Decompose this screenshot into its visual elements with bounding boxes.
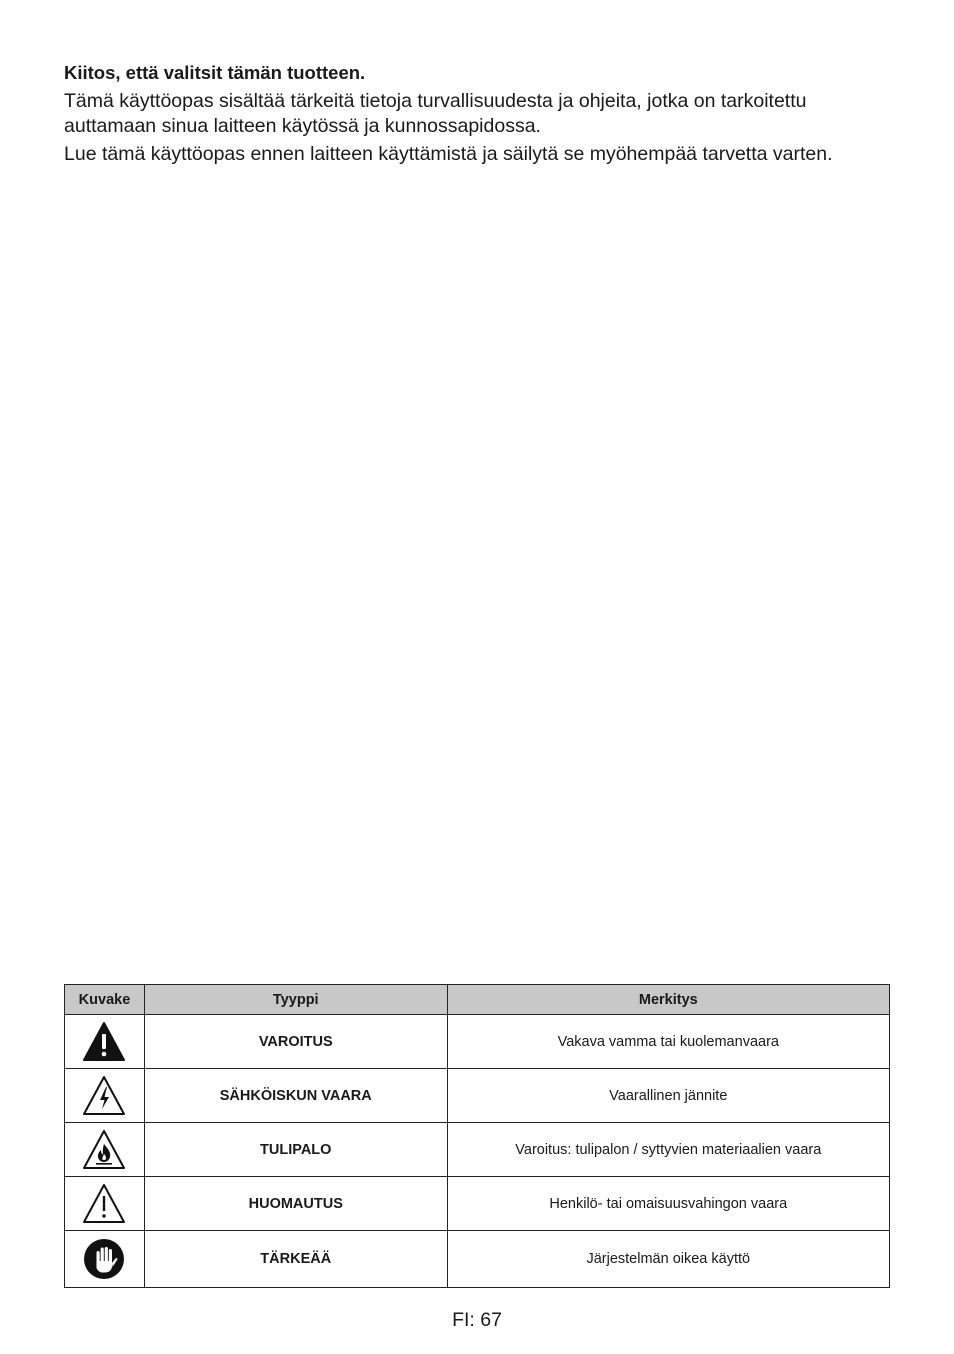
symbol-table-header (65, 985, 890, 1015)
icon-cell (65, 1231, 145, 1288)
header-type: Tyyppi (144, 985, 447, 1015)
type-cell: VAROITUS (144, 1015, 447, 1069)
fire-icon (82, 1128, 126, 1172)
electric-shock-icon (82, 1074, 126, 1118)
meaning-cell: Henkilö- tai omaisuusvahingon vaara (447, 1177, 889, 1231)
hand-stop-icon (82, 1237, 126, 1281)
meaning-cell: Järjestelmän oikea käyttö (447, 1231, 889, 1288)
caution-outline-triangle-icon (82, 1182, 126, 1226)
intro-text (64, 60, 904, 170)
meaning-cell: Varoitus: tulipalon / syttyvien materiaalien vaara (447, 1123, 889, 1177)
icon-cell (65, 1069, 145, 1123)
table-row (65, 1231, 890, 1288)
meaning-cell: Vaarallinen jännite (447, 1069, 889, 1123)
thanks-heading: Kiitos, että valitsit tämän tuotteen. (64, 62, 366, 83)
header-meaning: Merkitys (447, 985, 889, 1015)
icon-cell (65, 1177, 145, 1231)
table-row (65, 1069, 890, 1123)
icon-cell (65, 1015, 145, 1069)
warning-filled-triangle-icon (82, 1020, 126, 1064)
table-row (65, 1015, 890, 1069)
page-number: FI: 67 (452, 1309, 502, 1331)
table-row (65, 1123, 890, 1177)
table-row (65, 1177, 890, 1231)
meaning-cell: Vakava vamma tai kuolemanvaara (447, 1015, 889, 1069)
type-cell: TÄRKEÄÄ (144, 1231, 447, 1288)
type-cell: HUOMAUTUS (144, 1177, 447, 1231)
header-icon: Kuvake (65, 985, 145, 1015)
icon-cell (65, 1123, 145, 1177)
type-cell: TULIPALO (144, 1123, 447, 1177)
symbol-table (64, 984, 890, 1288)
intro-paragraph-2: Lue tämä käyttöopas ennen laitteen käyttämistä ja säilytä se myöhempää tarvetta varten. (64, 143, 833, 165)
type-cell: SÄHKÖISKUN VAARA (144, 1069, 447, 1123)
intro-paragraph-1: Tämä käyttöopas sisältää tärkeitä tietoja turvallisuudesta ja ohjeita, jotka on tarkoitettu auttamaan sinua laitteen käytössä ja kunnossapidossa. (64, 90, 807, 137)
